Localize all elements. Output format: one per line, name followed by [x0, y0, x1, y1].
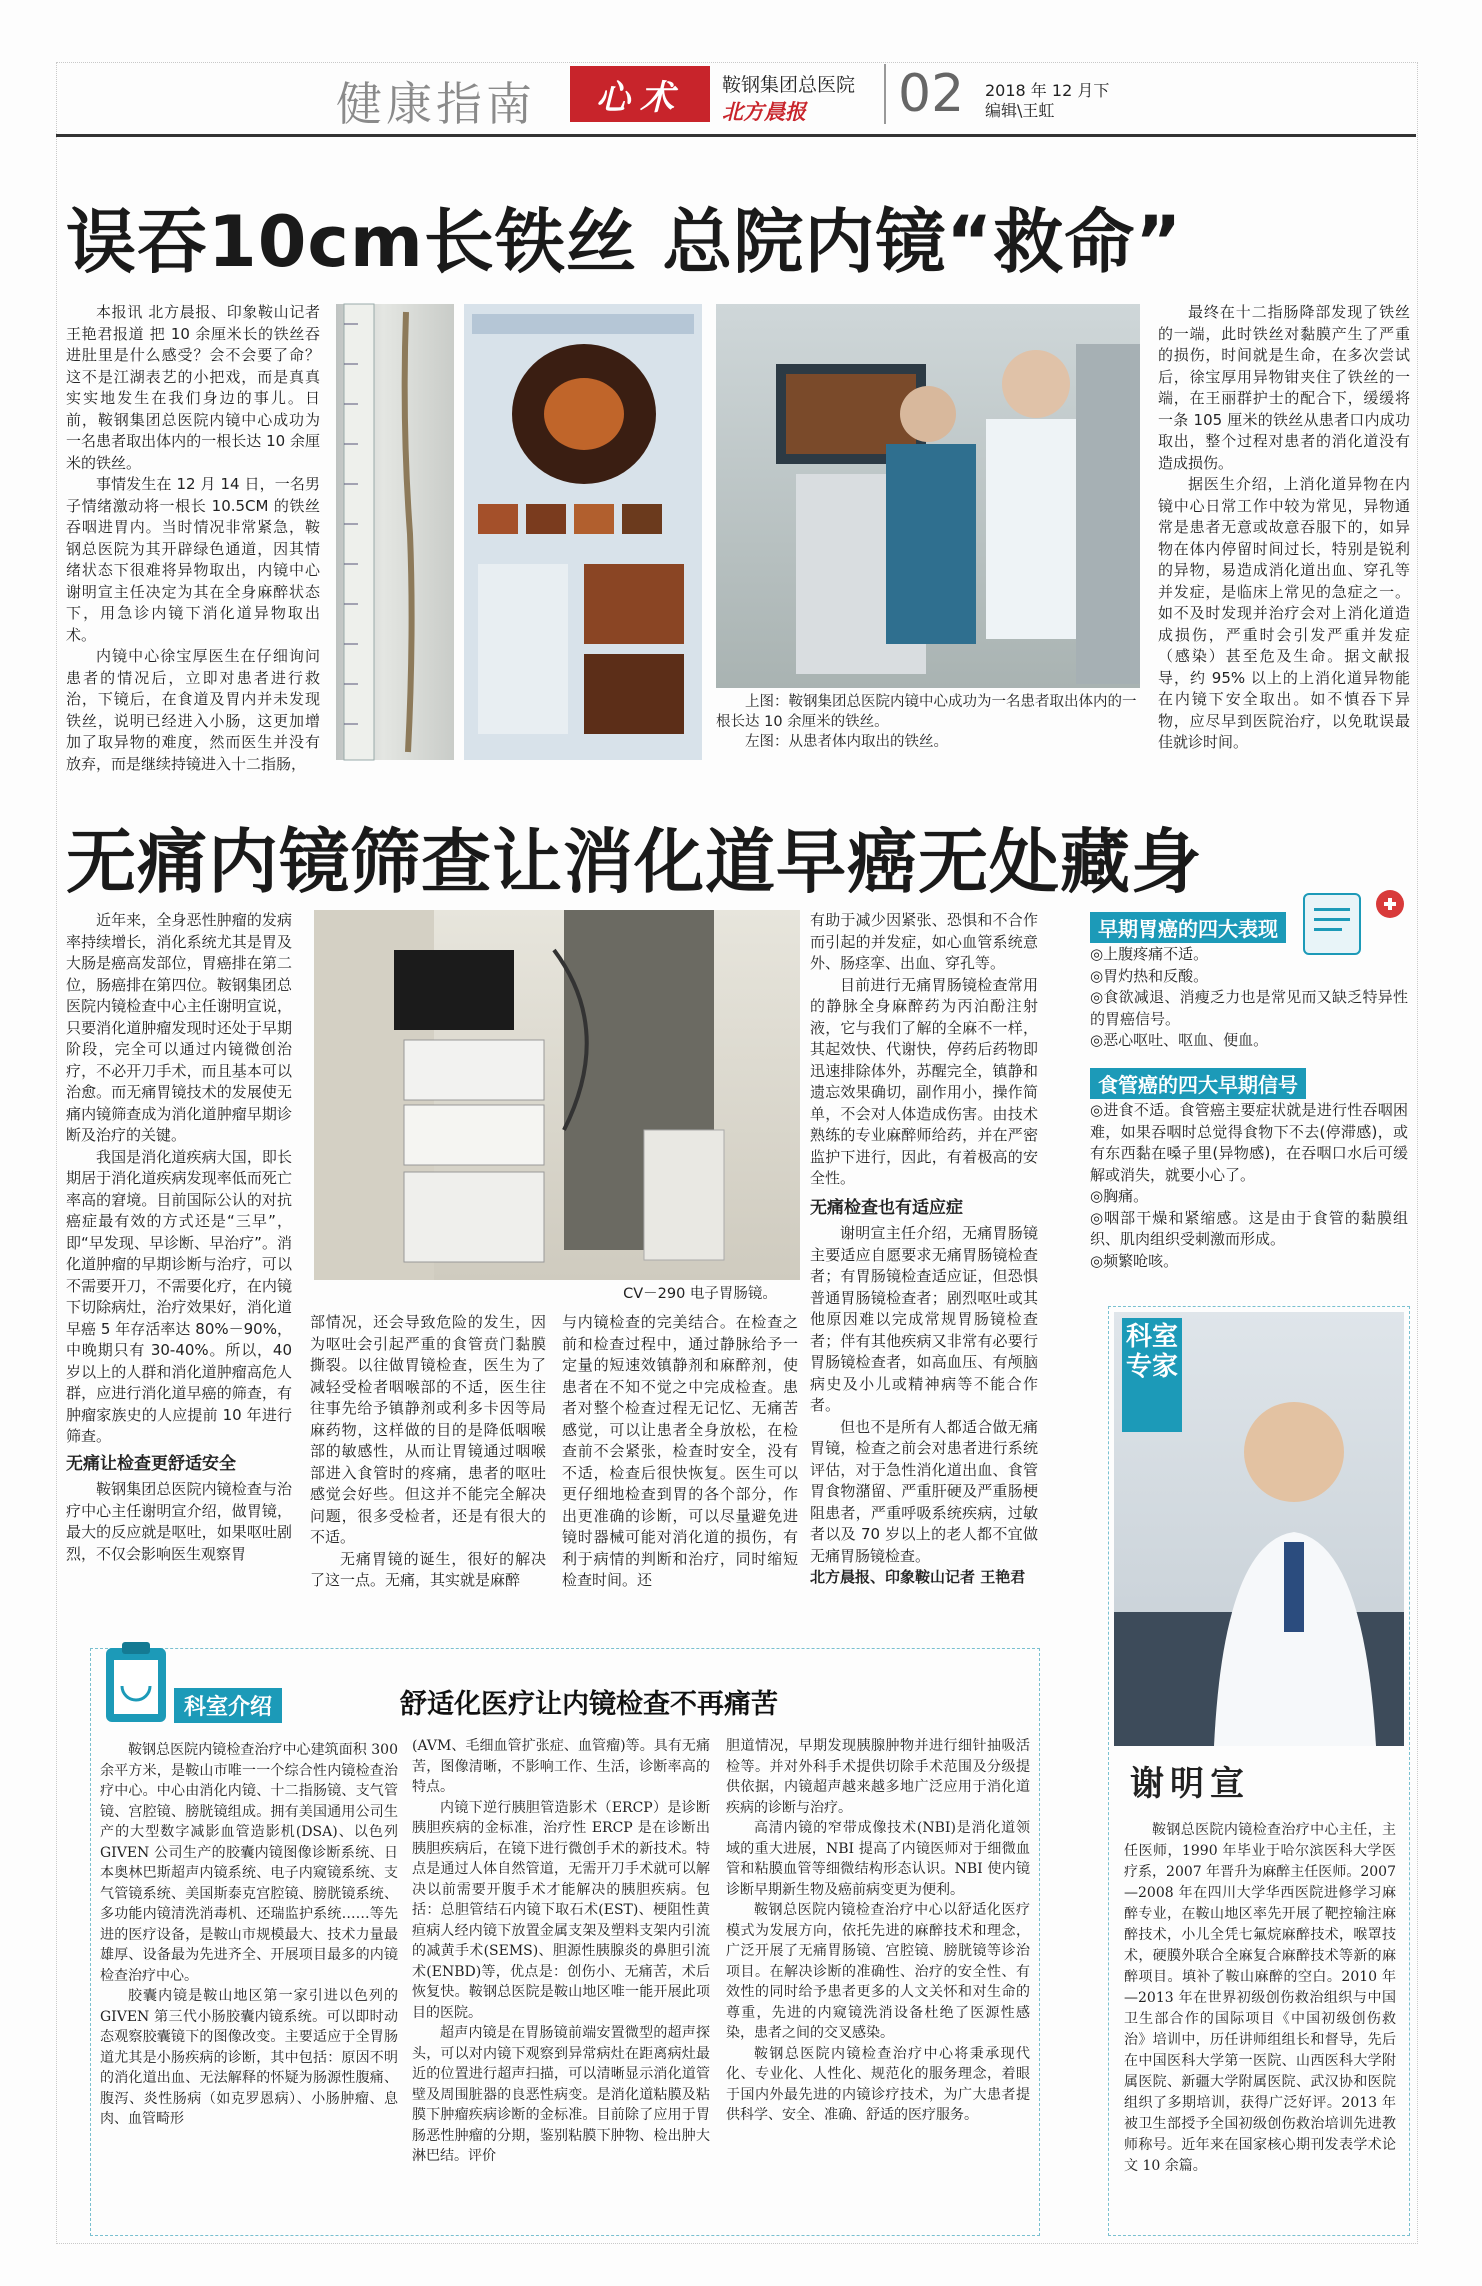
- headline-article1: 误吞10cm长铁丝 总院内镜“救命”: [66, 201, 1183, 283]
- sidebar2-title: 食管癌的四大早期信号: [1090, 1068, 1306, 1099]
- photo-endoscopy-monitor: [464, 304, 702, 760]
- list-item: ◎食欲减退、消瘦乏力也是常见而又缺乏特异性的胃癌信号。: [1090, 988, 1408, 1028]
- dept-title: 舒适化医疗让内镜检查不再痛苦: [400, 1689, 778, 1720]
- editor-credit: 编辑\王虹: [985, 101, 1055, 120]
- byline: 北方晨报、印象鞍山记者 王艳君: [810, 1568, 1026, 1586]
- list-item: ◎咽部干燥和紧缩感。这是由于食管的黏膜组织、肌肉组织受刺激而形成。: [1090, 1208, 1408, 1248]
- article2-photo-caption: CV－290 电子胃肠镜。: [623, 1286, 777, 1302]
- paragraph: 无痛胃镜的诞生，很好的解决了这一点。无痛，其实就是麻醉: [310, 1549, 546, 1589]
- article1-col2: [1158, 302, 1410, 762]
- paragraph: 事情发生在 12 月 14 日，一名男子情绪激动将一根长 10.5CM 的铁丝吞咽进胃内。当时情况非常紧急，鞍钢总医院为其开辟绿色通道，因其情绪状态下很难将异物取出，内镜中心谢明宣主任决定为其在全身麻醉状态下，用急诊内镜下消化道异物取出术。: [66, 475, 320, 644]
- ruler-icon: [336, 304, 454, 760]
- caption-line: 上图：鞍钢集团总医院内镜中心成功为一名患者取出体内的一根长达 10 余厘米的铁丝。: [716, 694, 1137, 730]
- expert-tag: 科室专家: [1122, 1318, 1182, 1432]
- photo-doctors-at-work: [716, 304, 1140, 688]
- paragraph: 我国是消化道疾病大国，即长期居于消化道疾病发现率低而死亡率高的窘境。目前国际公认的对抗癌症最有效的方式还是“三早”，即“早发现、早诊断、早治疗”。消化道肿瘤的早期诊断与治疗，可以不需要开刀，不需要化疗，在内镜下切除病灶，治疗效果好，消化道早癌 5 年存活率达 80%－90%，中晚期只有 30-40%。所以，40 岁以上的人群和消化道肿瘤高危人群，应进行消化道早癌的筛查，有肿瘤家族史的人应提前 10 年进行筛查。: [66, 1147, 292, 1445]
- paragraph: 内镜中心徐宝厚医生在仔细询问患者的情况后，立即对患者进行救治，下镜后，在食道及胃内并未发现铁丝，说明已经进入小肠，这更加增加了取异物的难度，然而医生并没有放弃，而是继续持镜进入十二指肠，: [66, 647, 320, 773]
- subheading: 无痛让检查更舒适安全: [66, 1453, 236, 1474]
- paragraph: 胆道情况，早期发现胰腺肿物并进行细针抽吸活检等。并对外科手术提供切除手术范围及分级提供依据，内镜超声越来越多地广泛应用于消化道疾病的诊断与治疗。: [726, 1738, 1030, 1816]
- expert-bio: [1124, 1820, 1396, 2177]
- sidebar1-title: 早期胃癌的四大表现: [1090, 912, 1286, 943]
- newspaper-logo: 心术: [570, 66, 710, 122]
- list-item: ◎频繁呛咳。: [1090, 1251, 1179, 1270]
- photo-wire-on-ruler: [336, 304, 454, 760]
- paragraph: 但也不是所有人都适合做无痛胃镜，检查之前会对患者进行系统评估，对于急性消化道出血、食管胃食物潴留、严重肝硬及严重肠梗阻患者，严重呼吸系统疾病，过敏者以及 70 岁以上的老人都不宜做无痛胃肠镜检查。: [810, 1417, 1038, 1565]
- paragraph: 目前进行无痛胃肠镜检查常用的静脉全身麻醉药为丙泊酚注射液，它与我们了解的全麻不一样，其起效快、代谢快，停药后药物即迅速排除体外，苏醒完全，镇静和遗忘效果确切，副作用小，操作简单，不会对人体造成伤害。由技术熟练的专业麻醉师给药，并在严密监护下进行，因此，有着极高的安全性。: [810, 975, 1038, 1187]
- section-title: 健康指南: [336, 77, 536, 131]
- paragraph: (AVM、毛细血管扩张症、血管瘤)等。具有无痛苦，图像清晰，不影响工作、生活，诊断率高的特点。: [412, 1738, 710, 1795]
- dept-col3: [726, 1736, 1030, 2228]
- paragraph: 最终在十二指肠降部发现了铁丝的一端，此时铁丝对黏膜产生了严重的损伤，时间就是生命，在多次尝试后，徐宝厚用异物钳夹住了铁丝的一端，在王丽群护士的配合下，缓缓将一条 105 厘米的铁丝从患者口内成功取出，整个过程对患者的消化道没有造成损伤。: [1158, 303, 1410, 472]
- list-item: ◎上腹疼痛不适。: [1090, 945, 1209, 963]
- paragraph: 与内镜检查的完美结合。在检查之前和检查过程中，通过静脉给予一定量的短速效镇静剂和麻醉剂，使患者在不知不觉之中完成检查。患者对整个检查过程无记忆、无痛苦感觉，可以让患者全身放松，在检查前不会紧张，检查时安全，没有不适，检查后很快恢复。医生可以更仔细地检查到胃的各个部分，作出更准确的诊断，可以尽量避免进镜时器械可能对消化道的损伤，有利于病情的判断和治疗，同时缩短检查时间。还: [562, 1313, 798, 1589]
- paragraph: 部情况，还会导致危险的发生，因为呕吐会引起严重的食管贲门黏膜撕裂。以往做胃镜检查，医生为了减轻受检者咽喉部的不适，医生往往事先给予镇静剂或利多卡因等局麻药物，这样做的目的是降低咽喉部的敏感性，从而让胃镜通过咽喉部进入食管时的疼痛，患者的呕吐感觉会好些。但这并不能完全解决问题，很多受检者，还是有很大的不适。: [310, 1313, 546, 1546]
- paragraph: 内镜下逆行胰胆管造影术（ERCP）是诊断胰胆疾病的金标准，治疗性 ERCP 是在诊断出胰胆疾病后，在镜下进行微创手术的新技术。特点是通过人体自然管道，无需开刀手术就可以解决以前需要开腹手术才能解决的胰胆疾病。包括：总胆管结石内镜下取石术(EST)、梗阻性黄疸病人经内镜下放置金属支架及塑料支架内引流的减黄手术(SEMS)、胆源性胰腺炎的鼻胆引流术(ENBD)等，优点是：创伤小、无痛苦，术后恢复快。鞍钢总医院是鞍山地区唯一能开展此项目的医院。: [412, 1799, 710, 2021]
- sidebar1-list: [1090, 944, 1408, 1052]
- doctors-scene-icon: [716, 304, 1140, 688]
- paragraph: 鞍钢总医院内镜检查治疗中心以舒适化医疗模式为发展方向，依托先进的麻醉技术和理念，广泛开展了无痛胃肠镜、宫腔镜、膀胱镜等诊治项目。在解决诊断的准确性、治疗的安全性、有效性的同时给予患者更多的人文关怀和对生命的尊重，先进的内窥镜洗消设备杜绝了医源性感染，患者之间的交叉感染。: [726, 1902, 1030, 2041]
- article1-caption: [716, 692, 1140, 752]
- paragraph: 高清内镜的窄带成像技术(NBI)是消化道领域的重大进展，NBI 提高了内镜医师对于细微血管和粘膜血管等细微结构形态认识。NBI 使内镜诊断早期新生物及癌前病变更为便利。: [726, 1820, 1030, 1898]
- paragraph: 据医生介绍，上消化道异物在内镜中心日常工作中较为常见，异物通常是患者无意或故意吞服下的，如异物在体内停留时间过长，特别是锐利的异物，易造成消化道出血、穿孔等并发症，是临床上常见的急症之一。如不及时发现并治疗会对上消化道造成损伤，严重时会引发严重并发症（感染）甚至危及生命。据文献报导，约 95% 以上的上消化道异物能在内镜下安全取出。如不慎吞下异物，应尽早到医院治疗，以免耽误最佳就诊时间。: [1158, 475, 1410, 751]
- paragraph: 鞍钢总医院内镜检查治疗中心主任，主任医师，1990 年毕业于哈尔滨医科大学医疗系，2007 年晋升为麻醉主任医师。2007—2008 年在四川大学华西医院进修学习麻醉专业，在鞍山地区率先开展了靶控输注麻醉技术，小儿全凭七氟烷麻醉技术，喉罩技术，硬膜外联合全麻复合麻醉技术等新的麻醉项目。填补了鞍山麻醉的空白。2010 年—2013 年在世界初级创伤救治组织与中国卫生部合作的国际项目《中国初级创伤救治》培训中，历任讲师组组长和督导，先后在中国医科大学第一医院、山西医科大学附属医院、新疆大学附属医院、武汉协和医院组织了多期培训，获得广泛好评。2013 年被卫生部授予全国初级创伤救治培训先进教师称号。近年来在国家核心期刊发表学术论文 10 余篇。: [1124, 1822, 1396, 2174]
- paper-name: 北方晨报: [722, 99, 806, 124]
- article2-col1: [66, 910, 292, 1592]
- subheading: 无痛检查也有适应症: [810, 1197, 963, 1218]
- caption-line: 左图：从患者体内取出的铁丝。: [745, 734, 948, 750]
- paragraph: 本报讯 北方晨报、印象鞍山记者王艳君报道 把 10 余厘米长的铁丝吞进肚里是什么感受？会不会要了命？这不是江湖表艺的小把戏，而是真真实实地发生在我们身边的事儿。日前，鞍钢集团总医院内镜中心成功为一名患者取出体内的一根长达 10 余厘米的铁丝。: [66, 303, 320, 472]
- dept-tag: 科室介绍: [174, 1688, 282, 1723]
- sidebar2-list: [1090, 1100, 1408, 1272]
- photo-endoscope-equipment: [314, 910, 800, 1280]
- list-item: ◎恶心呕吐、呕血、便血。: [1090, 1031, 1269, 1049]
- list-item: ◎进食不适。食管癌主要症状就是进行性吞咽困难，如果吞咽时总觉得食物下不去(停滞感)，或有东西黏在嗓子里(异物感)，在吞咽口水后可缓解或消失，就要小心了。: [1090, 1101, 1408, 1184]
- paragraph: 鞍钢总医院内镜检查治疗中心建筑面积 300 余平方米，是鞍山市唯一一个综合性内镜检查治疗中心。中心由消化内镜、十二指肠镜、支气管镜、宫腔镜、膀胱镜组成。拥有美国通用公司生产的大型数字减影血管造影机(DSA)、以色列 GIVEN 公司生产的胶囊内镜图像诊断系统、日本奥林巴斯超声内镜系统、电子内窥镜系统、支气管镜系统、美国斯泰克宫腔镜、膀胱镜系统、多功能内镜清洗消毒机、还瑞监护系统……等先进的医疗设备，是鞍山市规模最大、技术力量最雄厚、设备最为先进齐全、开展项目最多的内镜检查治疗中心。: [100, 1742, 398, 1984]
- endoscope-cart-icon: [314, 910, 800, 1280]
- list-item: ◎胸痛。: [1090, 1187, 1149, 1205]
- monitor-screen-icon: [464, 304, 702, 760]
- article2-col4: [810, 910, 1038, 1592]
- headline-article2: 无痛内镜筛查让消化道早癌无处藏身: [66, 821, 1202, 903]
- article2-col3: [562, 1312, 798, 1592]
- masthead-rule: [56, 134, 1416, 137]
- paragraph: 鞍钢总医院内镜检查治疗中心将秉承现代化、专业化、人性化、规范化的服务理念，着眼于国内外最先进的内镜诊疗技术，为广大患者提供科学、安全、准确、舒适的医疗服务。: [726, 2045, 1030, 2123]
- paragraph: 有助于减少因紧张、恐惧和不合作而引起的并发症，如心血管系统意外、肠痉挛、出血、穿孔等。: [810, 911, 1038, 972]
- article2-col2: [310, 1312, 546, 1592]
- paragraph: 胶囊内镜是鞍山地区第一家引进以色列的 GIVEN 第三代小肠胶囊内镜系统。可以即时动态观察胶囊镜下的图像改变。主要适应于全胃肠道尤其是小肠疾病的诊断，其中包括：原因不明的消化道出血、无法解释的怀疑为肠源性腹痛、腹泻、炎性肠病（如克罗恩病）、小肠肿瘤、息肉、血管畸形: [100, 1988, 398, 2127]
- paragraph: 超声内镜是在胃肠镜前端安置微型的超声探头，可以对内镜下观察到异常病灶在距离病灶最近的位置进行超声扫描，可以清晰显示消化道管壁及周围脏器的良恶性病变。是消化道粘膜及粘膜下肿瘤疾病诊断的金标准。目前除了应用于胃肠恶性肿瘤的分期，鉴别粘膜下肿物、检出肿大淋巴结。评价: [412, 2025, 710, 2164]
- issue-date: 2018 年 12 月下: [985, 81, 1110, 100]
- list-item: ◎胃灼热和反酸。: [1090, 966, 1209, 985]
- page-number: 02: [884, 64, 964, 124]
- dept-col1: [100, 1740, 398, 2228]
- dept-col2: [412, 1736, 710, 2228]
- paragraph: 鞍钢集团总医院内镜检查与治疗中心主任谢明宣介绍，做胃镜，最大的反应就是呕吐，如果呕吐剧烈，不仅会影响医生观察胃: [66, 1480, 292, 1563]
- expert-name: 谢明宣: [1130, 1764, 1250, 1804]
- hospital-name: 鞍钢集团总医院: [722, 74, 856, 96]
- article1-col1: [66, 302, 320, 773]
- paragraph: 谢明宣主任介绍，无痛胃肠镜主要适应自愿要求无痛胃肠镜检查者；有胃肠镜检查适应证，但恐惧普通胃肠镜检查者；剧烈呕吐或其他原因难以完成常规胃肠镜检查者；伴有其他疾病又非常有必要行胃肠镜检查者，如高血压、有颅脑病史及小儿或精神病等不能合作者。: [810, 1224, 1038, 1414]
- clipboard-icon: [98, 1636, 178, 1728]
- paragraph: 近年来，全身恶性肿瘤的发病率持续增长，消化系统尤其是胃及大肠是癌高发部位，胃癌排在第二位，肠癌排在第四位。鞍钢集团总医院内镜检查中心主任谢明宣说，只要消化道肿瘤发现时还处于早期阶段，完全可以通过内镜微创治疗，不必开刀手术，而且基本可以治愈。而无痛胃镜技术的发展使无痛内镜筛查成为消化道肿瘤早期诊断及治疗的关键。: [66, 911, 292, 1144]
